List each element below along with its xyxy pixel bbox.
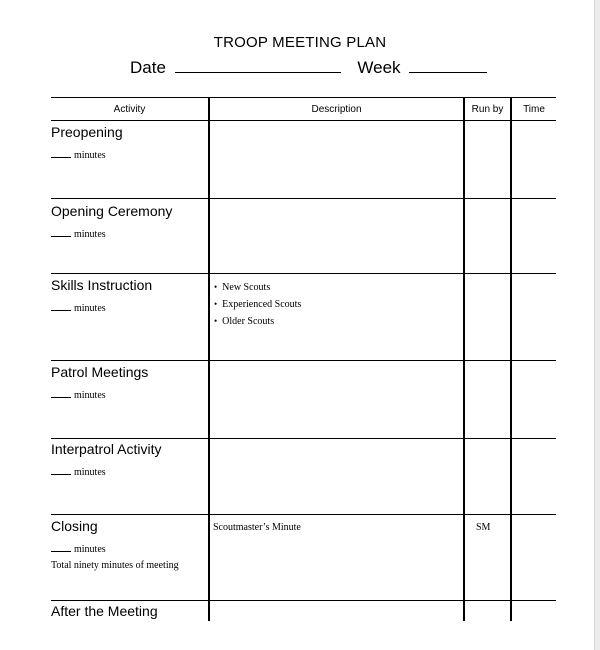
activity-skills-instruction: Skills Instruction [51, 277, 153, 293]
minutes-field: minutes [51, 543, 106, 555]
column-header-description: Description [311, 104, 362, 115]
closing-description: Scoutmaster’s Minute [213, 522, 301, 533]
activity-opening-ceremony: Opening Ceremony [51, 203, 173, 219]
date-field[interactable] [175, 56, 341, 73]
minutes-field: minutes [51, 149, 106, 161]
minutes-field: minutes [51, 228, 106, 240]
header-bottom-rule [51, 120, 556, 121]
minutes-field: minutes [51, 389, 106, 401]
activity-patrol-meetings: Patrol Meetings [51, 364, 149, 380]
list-item: • New Scouts [214, 281, 301, 298]
activity-closing: Closing [51, 518, 98, 534]
row-divider [51, 514, 556, 515]
week-label: Week [357, 58, 401, 77]
column-divider [510, 97, 512, 621]
column-header-activity: Activity [113, 104, 146, 115]
row-divider [51, 273, 556, 274]
minutes-blank[interactable] [51, 228, 71, 237]
column-divider [463, 97, 465, 621]
row-divider [51, 360, 556, 361]
week-field[interactable] [409, 56, 487, 73]
activity-interpatrol: Interpatrol Activity [51, 441, 162, 457]
column-header-time: Time [523, 104, 545, 115]
minutes-field: minutes [51, 302, 106, 314]
minutes-blank[interactable] [51, 543, 71, 552]
page-title: TROOP MEETING PLAN [213, 34, 387, 51]
total-minutes-note: Total ninety minutes of meeting [51, 560, 179, 571]
table-top-rule [51, 97, 556, 98]
row-divider [51, 600, 556, 601]
list-item: • Experienced Scouts [214, 298, 301, 315]
column-divider [208, 97, 210, 621]
date-label: Date [130, 58, 166, 77]
minutes-blank[interactable] [51, 389, 71, 398]
column-header-run-by: Run by [471, 104, 504, 115]
list-item: • Older Scouts [214, 315, 301, 332]
minutes-field: minutes [51, 466, 106, 478]
date-week-line [130, 56, 487, 78]
activity-after-meeting: After the Meeting [51, 603, 158, 619]
closing-run-by: SM [476, 522, 491, 533]
minutes-blank[interactable] [51, 149, 71, 158]
row-divider [51, 438, 556, 439]
activity-preopening: Preopening [51, 124, 123, 140]
minutes-blank[interactable] [51, 302, 71, 311]
minutes-blank[interactable] [51, 466, 71, 475]
row-divider [51, 198, 556, 199]
skills-description-list [214, 281, 301, 332]
